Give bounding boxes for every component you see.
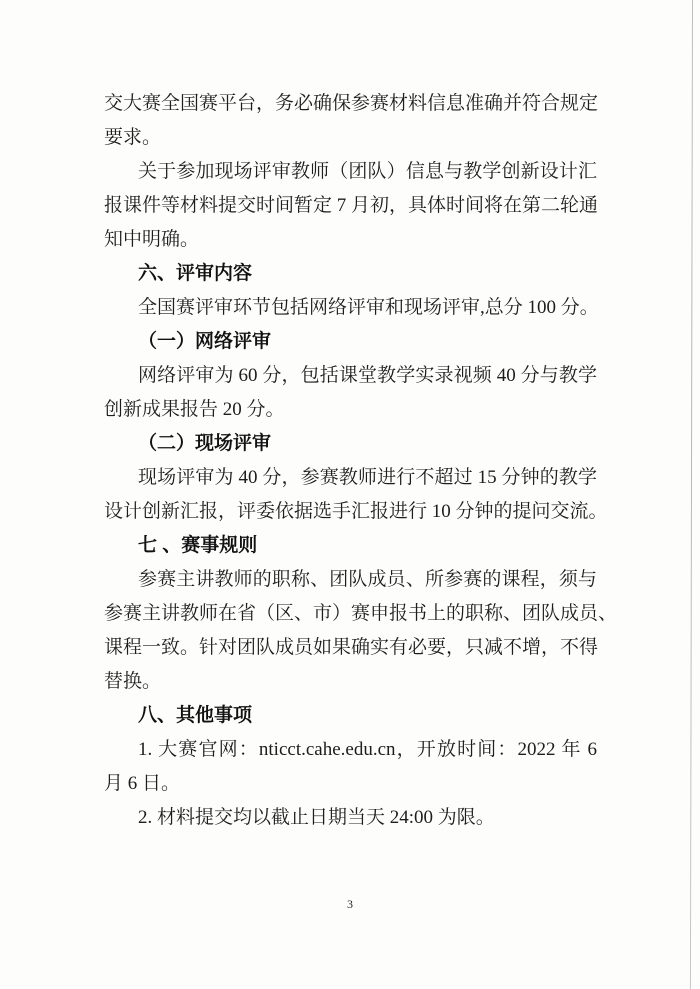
text-line: 关于参加现场评审教师（团队）信息与教学创新设计汇 <box>138 161 597 182</box>
text-line: 月 6 日。 <box>104 773 181 794</box>
text-line: 全国赛评审环节包括网络评审和现场评审,总分 100 分。 <box>138 297 599 318</box>
subsection-heading-1: （一）网络评审 <box>138 331 272 352</box>
text-line: 创新成果报告 20 分。 <box>104 399 285 420</box>
page-number: 3 <box>347 897 353 911</box>
text-line: 交大赛全国赛平台，务必确保参赛材料信息准确并符合规定 <box>104 93 599 114</box>
scan-artifact-line <box>690 0 693 989</box>
text-line: 网络评审为 60 分，包括课堂教学实录视频 40 分与教学 <box>138 365 597 386</box>
text-line: 参赛主讲教师的职称、团队成员、所参赛的课程，须与 <box>138 569 597 590</box>
text-line: 课程一致。针对团队成员如果确实有必要，只减不增，不得 <box>104 637 599 658</box>
text-line: 知中明确。 <box>104 229 200 250</box>
section-heading-7: 七 、赛事规则 <box>138 535 258 556</box>
subsection-heading-2: （二）现场评审 <box>138 433 272 454</box>
text-line: 现场评审为 40 分，参赛教师进行不超过 15 分钟的教学 <box>138 467 597 488</box>
text-line: 要求。 <box>104 127 162 148</box>
text-line: 设计创新汇报，评委依据选手汇报进行 10 分钟的提问交流。 <box>104 501 608 522</box>
text-line: 参赛主讲教师在省（区、市）赛申报书上的职称、团队成员、 <box>104 603 618 624</box>
text-line: 2. 材料提交均以截止日期当天 24:00 为限。 <box>138 807 495 828</box>
text-line: 报课件等材料提交时间暂定 7 月初，具体时间将在第二轮通 <box>104 195 599 216</box>
text-line: 替换。 <box>104 671 162 692</box>
text-line: 1. 大赛官网：nticct.cahe.edu.cn，开放时间：2022 年 6 <box>138 739 597 760</box>
section-heading-6: 六、评审内容 <box>138 263 253 284</box>
section-heading-8: 八、其他事项 <box>138 705 253 726</box>
document-body <box>104 87 618 835</box>
